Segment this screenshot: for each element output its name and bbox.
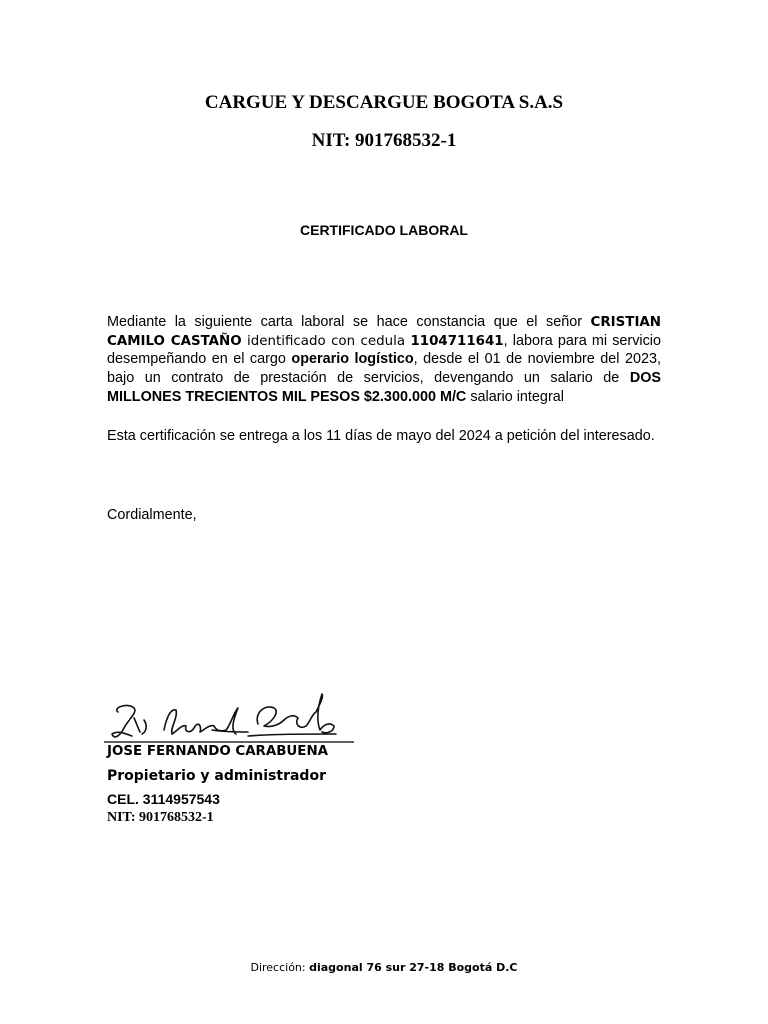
employee-name: CRISTIAN CAMILO CASTAÑO [107,315,661,349]
paragraph-text: , labora para mi servicio desempeñando en el cargo [107,332,661,368]
document-title: CERTIFICADO LABORAL [300,222,468,238]
company-name: CARGUE Y DESCARGUE BOGOTA S.A.S [204,92,564,113]
paragraph-text: Mediante la siguiente carta laboral se hace constancia que el señor [107,314,591,330]
cedula-number: 1104711641 [410,333,504,349]
footer-address-value: diagonal 76 sur 27-18 Bogotá D.C [309,961,518,974]
certificate-paragraph [107,313,661,407]
salary-amount: DOS MILLONES TRECIENTOS MIL PESOS $2.300.000 M/C [107,370,661,405]
footer-label: Dirección: [250,961,310,974]
company-nit: NIT: 901768532-1 [311,130,457,151]
handwritten-signature [104,690,356,746]
signer-nit: NIT: 901768532-1 [107,810,214,825]
signer-phone: CEL. 3114957543 [107,791,220,807]
paragraph-text: identificado con cedula [241,333,411,349]
signer-role: Propietario y administrador [107,768,326,784]
job-position: operario logístico [291,351,414,368]
closing-text: Cordialmente, [107,507,197,523]
paragraph-text: salario integral [466,388,564,405]
paragraph-text: , desde el 01 de noviembre del 2023, bajo un contrato de prestación de servicios, devengando un salario de [107,351,661,387]
footer-address [0,961,768,974]
signer-name: JOSE FERNANDO CARABUENA [107,744,329,759]
issue-date-paragraph: Esta certificación se entrega a los 11 días de mayo del 2024 a petición del interesado. [107,428,655,444]
